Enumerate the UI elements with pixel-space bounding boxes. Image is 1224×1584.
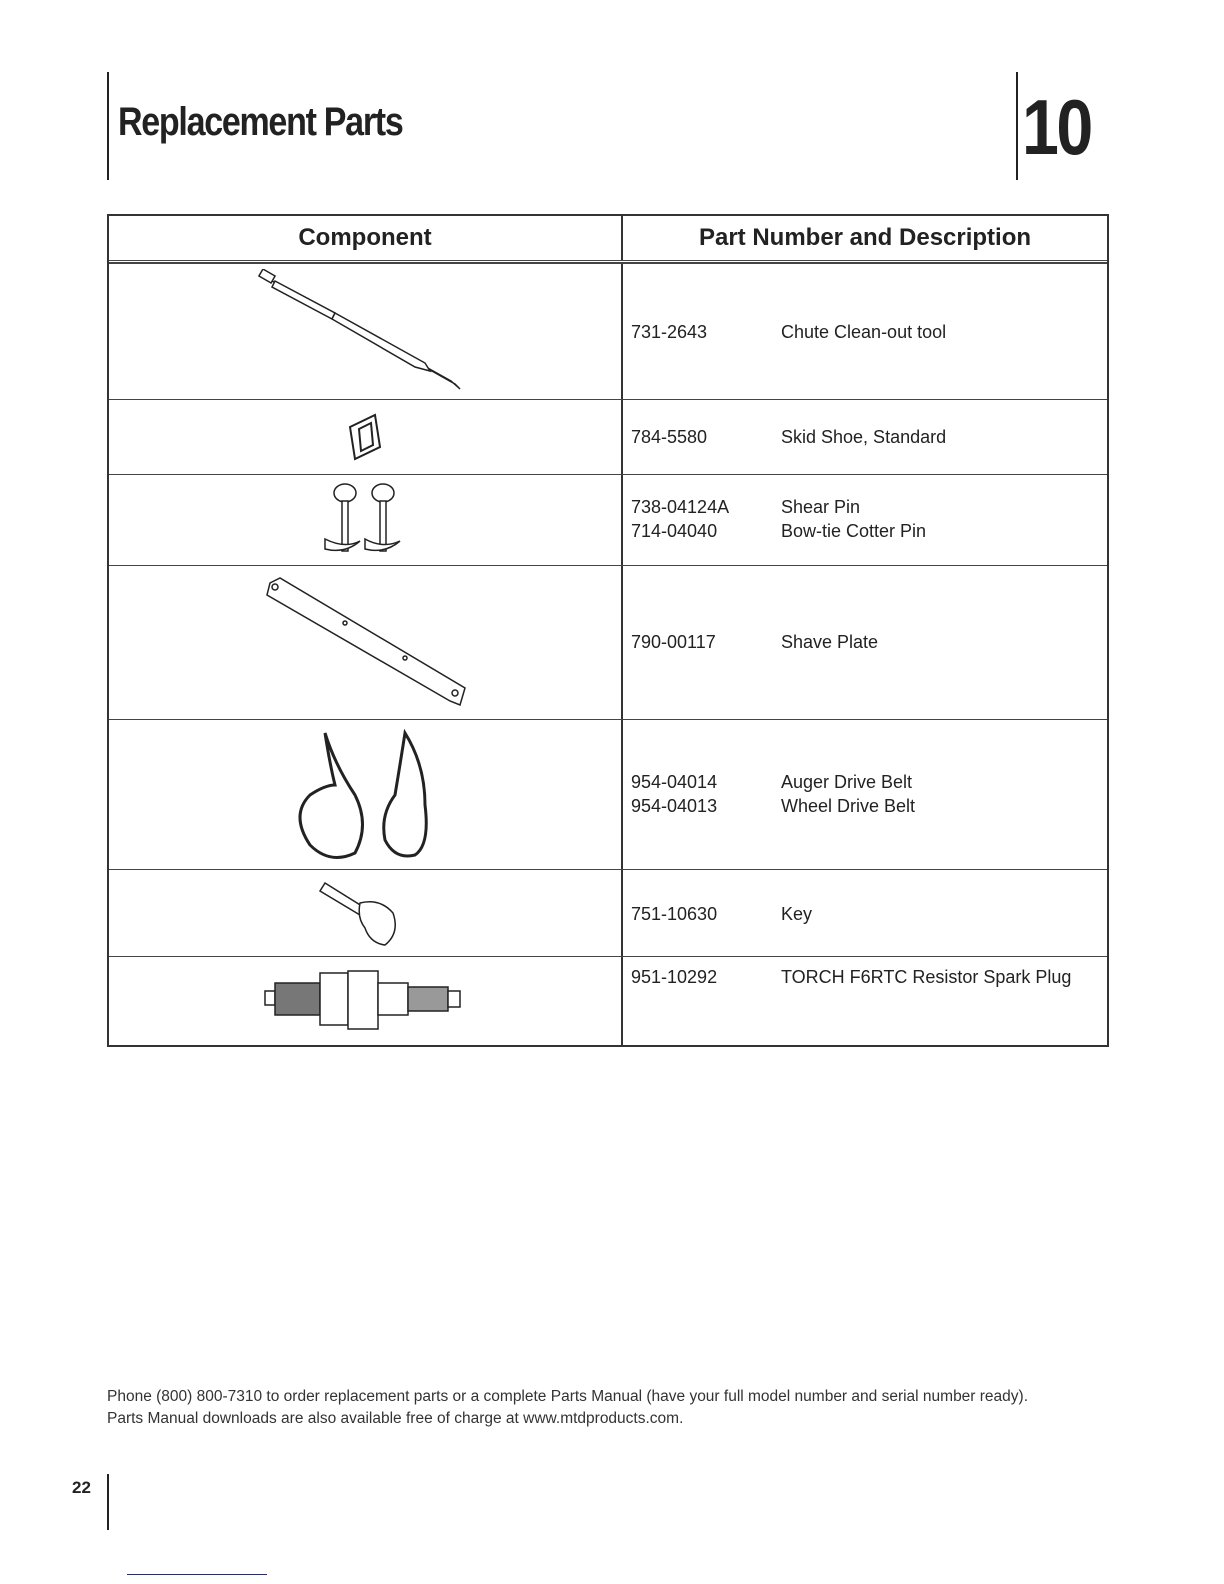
footer-line: Phone (800) 800-7310 to order replacement parts or a complete Parts Manual (have your full model number and serial number ready). [107,1388,1029,1405]
part-number: 784-5580 [631,427,708,447]
chute-tool-illustration [109,264,623,399]
part-number: 951-10292 [631,967,718,987]
column-header-component: Component [109,216,623,260]
part-number: 790-00117 [631,632,716,652]
part-description: Key [781,904,813,924]
table-row [109,869,1107,956]
part-description: Shear Pin [781,497,861,517]
part-description: Skid Shoe, Standard [781,427,947,447]
table-row [109,719,1107,869]
column-header-part: Part Number and Description [698,224,1032,251]
table-row [109,263,1107,399]
part-number: 751-10630 [631,904,718,924]
drive-belts-illustration [109,720,623,869]
footer-note [107,1386,1028,1430]
shear-pin-illustration [109,475,623,565]
table-row [109,399,1107,474]
table-row [109,474,1107,565]
parts-table [107,214,1109,1047]
chapter-rule [1016,72,1018,180]
part-number: 954-04014 [631,772,718,792]
part-description: Shave Plate [781,632,879,652]
page-number: 22 [72,1478,91,1497]
spark-plug-illustration [109,957,623,1045]
chapter-number: 10 [1022,83,1091,171]
shave-plate-illustration [109,566,623,719]
page-number-rule [107,1474,109,1530]
part-description: TORCH F6RTC Resistor Spark Plug [781,967,1072,987]
table-header [109,216,1107,263]
part-description: Auger Drive Belt [781,772,913,792]
part-description: Bow-tie Cotter Pin [781,521,927,541]
key-illustration [109,870,623,956]
part-description: Wheel Drive Belt [781,796,916,816]
table-row [109,565,1107,719]
footer-line: Parts Manual downloads are also available free of charge at www.mtdproducts.com. [107,1410,684,1427]
part-number: 738-04124A [631,497,730,517]
part-number: 954-04013 [631,796,718,816]
part-description: Chute Clean-out tool [781,322,947,342]
part-number: 714-04040 [631,521,718,541]
part-number: 731-2643 [631,322,708,342]
divider [127,1574,267,1575]
skid-shoe-illustration [109,400,623,474]
page-title: Replacement Parts [118,100,403,144]
title-rule [107,72,109,180]
table-row [109,956,1107,1045]
